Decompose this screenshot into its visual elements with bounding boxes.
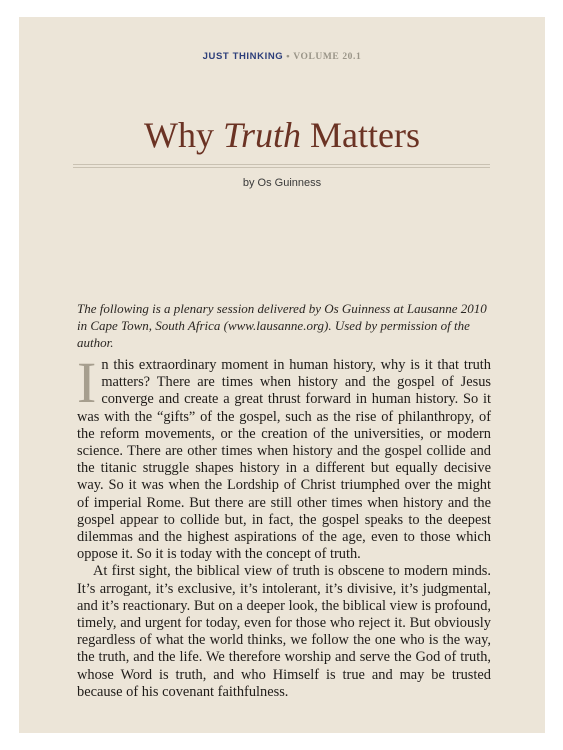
- article-body: [77, 350, 491, 701]
- paragraph-1-text: n this extraordinary moment in human history, why is it that truth matters? There are times when history and the gospel of Jesus converge and create a great thrust forward in human history. So it was with the “gifts” of the gospel, such as the rise of philanthropy, of the reform movements, or the creation of the universities, or modern science. There are other times when history and the gospel collide and the titanic struggle shapes history in a different but equally decisive way. So it was when the Lordship of Christ triumphed over the might of imperial Rome. But there are still other times when history and the gospel appear to collide but, in fact, the gospel speaks to the deepest dilemmas and the highest aspirations of the age, even to those which oppose it. So it is today with the concept of truth.: [77, 357, 491, 563]
- title-rule-bottom: [73, 167, 490, 168]
- paragraph-2: At first sight, the biblical view of truth is obscene to modern minds. It’s arrogant, it’s exclusive, it’s intolerant, it’s divisive, it’s judgmental, and it’s reactionary. But on a deeper look, the biblical view is profound, timely, and urgent for today, even for those who reject it. But obviously regardless of what the world thinks, we follow the one who is the way, the truth, and the life. We therefore worship and serve the God of truth, whose Word is truth, and who Himself is true and may be trusted because of his covenant faithfulness.: [77, 563, 491, 700]
- drop-cap: I: [77, 350, 97, 415]
- title-rule-top: [73, 164, 490, 165]
- title-start: Why: [144, 115, 223, 155]
- title-end: Matters: [301, 115, 420, 155]
- byline: by Os Guinness: [242, 177, 322, 189]
- series-name: JUST THINKING: [202, 51, 284, 62]
- header-separator: •: [286, 51, 291, 62]
- title-emphasis: Truth: [222, 115, 302, 155]
- running-header: [19, 51, 545, 62]
- paragraph-1: [77, 350, 491, 563]
- document-page: [19, 17, 545, 733]
- intro-note: The following is a plenary session delivered by Os Guinness at Lausanne 2010 in Cape Town, South Africa (www.lausanne.org). Used by permission of the author.: [77, 301, 487, 350]
- article-title: [19, 115, 545, 155]
- volume-label: VOLUME 20.1: [293, 52, 362, 62]
